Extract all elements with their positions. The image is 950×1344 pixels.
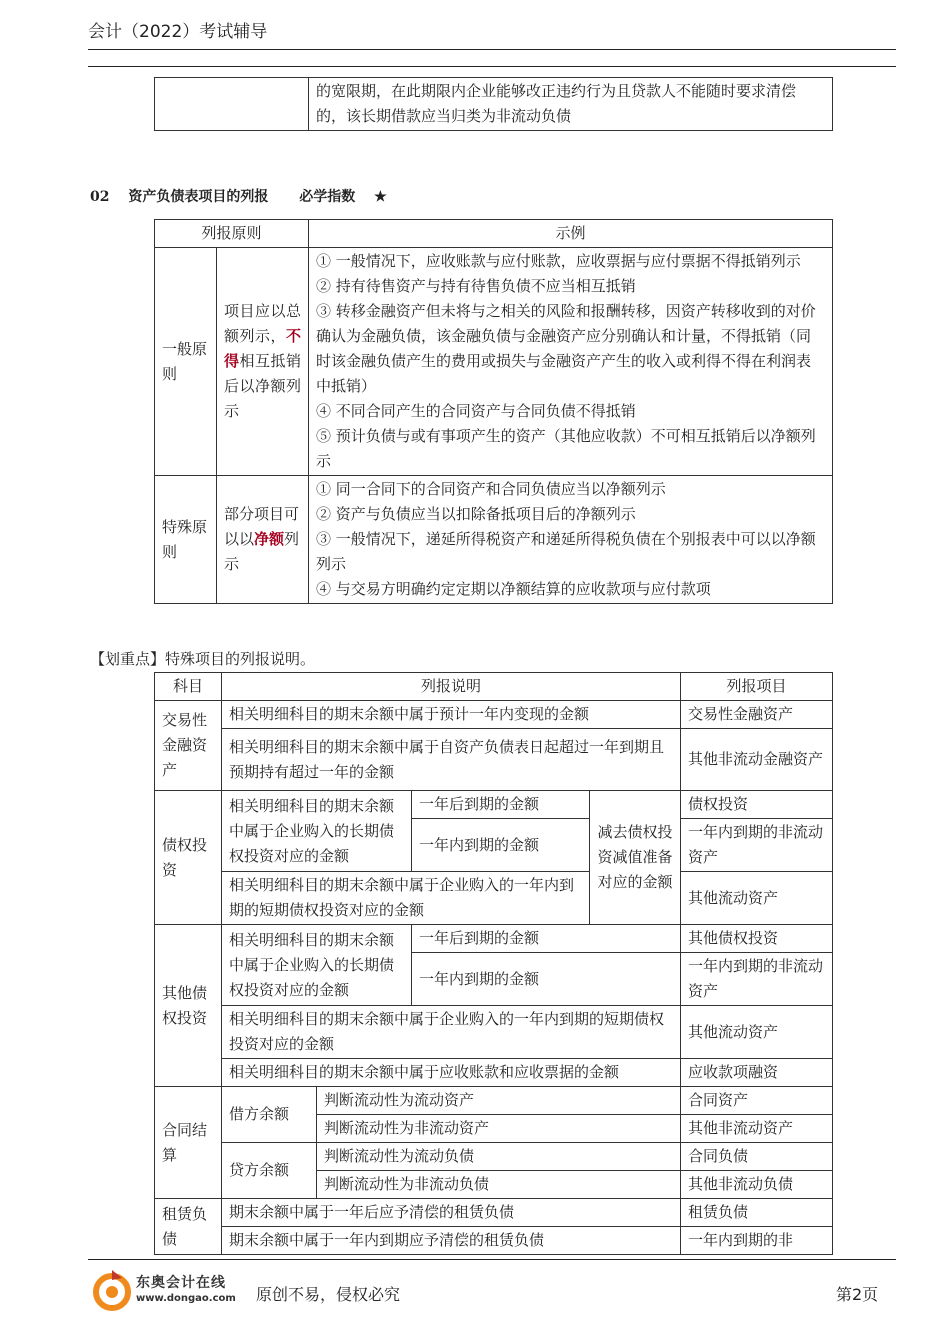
example-item: ⑤ 预计负债与或有事项产生的资产（其他应收款）不可相互抵销后以净额列示	[316, 427, 816, 470]
rule-text: 相互抵销后以净额列示	[224, 352, 302, 420]
section-heading	[90, 186, 387, 206]
page-number: 第2页	[836, 1285, 879, 1304]
debit-balance-label: 借方余额	[222, 1087, 317, 1143]
example-item: ③ 转移金融资产但未将与之相关的风险和报酬转移，因资产转移收到的对价确认为金融负债，该金融负债与金融资产应分别确认和计量，不得抵销（同时该金融负债产生的费用或损失与金融资产产生的收入或利得不得在利润表中抵销）	[316, 302, 816, 395]
example-item: ④ 与交易方明确约定定期以净额结算的应收款项与应付款项	[316, 580, 711, 598]
report-desc: 判断流动性为非流动负债	[317, 1171, 681, 1199]
report-item: 一年内到期的非	[681, 1227, 833, 1255]
report-item: 一年内到期的非流动资产	[681, 819, 833, 872]
example-item: ④ 不同合同产生的合同资产与合同负债不得抵销	[316, 402, 636, 420]
examples-general	[309, 248, 833, 476]
report-item: 交易性金融资产	[681, 701, 833, 729]
report-item: 其他流动资产	[681, 1006, 833, 1059]
maturity-within-year: 一年内到期的金额	[412, 819, 590, 872]
emphasis-text: 不得	[224, 327, 302, 370]
key-point-note	[90, 648, 315, 669]
subject-other-debt-investment: 其他债权投资	[155, 925, 222, 1087]
report-item: 一年内到期的非流动资产	[681, 953, 833, 1006]
report-desc: 期末余额中属于一年内到期应予清偿的租赁负债	[222, 1227, 681, 1255]
principle-label-general: 一般原则	[155, 248, 217, 476]
example-item: ② 资产与负债应当以扣除备抵项目后的净额列示	[316, 505, 636, 523]
section-title: 资产负债表项目的列报	[128, 189, 269, 205]
principle-label-special: 特殊原则	[155, 476, 217, 604]
example-item: ② 持有待售资产与持有待售负债不应当相互抵销	[316, 277, 636, 295]
report-desc: 相关明细科目的期末余额中属于企业购入的长期债权投资对应的金额	[222, 925, 412, 1006]
report-desc: 判断流动性为流动资产	[317, 1087, 681, 1115]
header-divider-lower	[88, 66, 896, 67]
report-item: 应收款项融资	[681, 1059, 833, 1087]
subject-lease-liability: 租赁负债	[155, 1199, 222, 1255]
rule-text: 列示	[224, 530, 300, 573]
logo-url: www.dongao.com	[136, 1293, 236, 1304]
dongao-logo	[92, 1268, 262, 1312]
copyright-note: 原创不易，侵权必究	[256, 1285, 401, 1304]
header-divider	[88, 49, 896, 50]
report-item: 合同负债	[681, 1143, 833, 1171]
column-header: 列报原则	[155, 220, 309, 248]
report-desc: 相关明细科目的期末余额中属于预计一年内变现的金额	[222, 701, 681, 729]
key-point-text: 特殊项目的列报说明。	[165, 650, 316, 668]
report-desc: 期末余额中属于一年后应予清偿的租赁负债	[222, 1199, 681, 1227]
example-item: ③ 一般情况下，递延所得税资产和递延所得税负债在个别报表中可以以净额列示	[316, 530, 816, 573]
report-desc: 判断流动性为非流动资产	[317, 1115, 681, 1143]
report-desc: 相关明细科目的期末余额中属于自资产负债表日起超过一年到期且预期持有超过一年的金额	[222, 729, 681, 791]
report-desc: 判断流动性为流动负债	[317, 1143, 681, 1171]
rule-text: 项目应以总额列示，	[224, 302, 302, 345]
report-item: 其他流动资产	[681, 872, 833, 925]
footer-divider	[88, 1259, 896, 1260]
report-item: 其他非流动负债	[681, 1171, 833, 1199]
column-header: 列报项目	[681, 673, 833, 701]
column-header: 示例	[309, 220, 833, 248]
section-number: 02	[90, 189, 110, 205]
special-items-table	[154, 672, 833, 1255]
report-desc: 相关明细科目的期末余额中属于应收账款和应收票据的金额	[222, 1059, 681, 1087]
report-item: 租赁负债	[681, 1199, 833, 1227]
deduct-impairment: 减去债权投资减值准备对应的金额	[590, 791, 681, 925]
logo-text: 东奥会计在线	[136, 1275, 226, 1291]
key-point-label: 【划重点】	[90, 650, 166, 668]
maturity-after-year: 一年后到期的金额	[412, 791, 590, 819]
logo-mark-icon	[92, 1268, 138, 1314]
report-desc: 相关明细科目的期末余额中属于企业购入的一年内到期的短期债权投资对应的金额	[222, 1006, 681, 1059]
principle-rule-special	[217, 476, 309, 604]
rule-text: 部分项目可以以	[224, 505, 300, 548]
star-icon: ★	[374, 189, 387, 205]
example-item: ① 同一合同下的合同资产和合同负债应当以净额列示	[316, 480, 666, 498]
credit-balance-label: 贷方余额	[222, 1143, 317, 1199]
report-item: 合同资产	[681, 1087, 833, 1115]
report-item: 债权投资	[681, 791, 833, 819]
continuation-table	[154, 77, 833, 131]
column-header: 列报说明	[222, 673, 681, 701]
report-desc: 相关明细科目的期末余额中属于企业购入的长期债权投资对应的金额	[222, 791, 412, 872]
section-index-label: 必学指数	[299, 189, 356, 205]
subject-trading: 交易性金融资产	[155, 701, 222, 791]
maturity-within-year: 一年内到期的金额	[412, 953, 681, 1006]
emphasis-text: 净额	[254, 530, 285, 548]
subject-debt-investment: 债权投资	[155, 791, 222, 925]
column-header: 科目	[155, 673, 222, 701]
table-cell: 的宽限期，在此期限内企业能够改正违约行为且贷款人不能随时要求清偿的，该长期借款应当归类为非流动负债	[309, 78, 833, 131]
report-item: 其他非流动金融资产	[681, 729, 833, 791]
example-item: ① 一般情况下，应收账款与应付账款，应收票据与应付票据不得抵销列示	[316, 252, 801, 270]
maturity-after-year: 一年后到期的金额	[412, 925, 681, 953]
examples-special	[309, 476, 833, 604]
report-desc: 相关明细科目的期末余额中属于企业购入的一年内到期的短期债权投资对应的金额	[222, 872, 590, 925]
principle-rule-general	[217, 248, 309, 476]
principles-table	[154, 219, 833, 604]
report-item: 其他非流动资产	[681, 1115, 833, 1143]
table-cell-empty	[155, 78, 309, 131]
subject-contract-settlement: 合同结算	[155, 1087, 222, 1199]
document-header-title: 会计（2022）考试辅导	[88, 22, 268, 42]
report-item: 其他债权投资	[681, 925, 833, 953]
